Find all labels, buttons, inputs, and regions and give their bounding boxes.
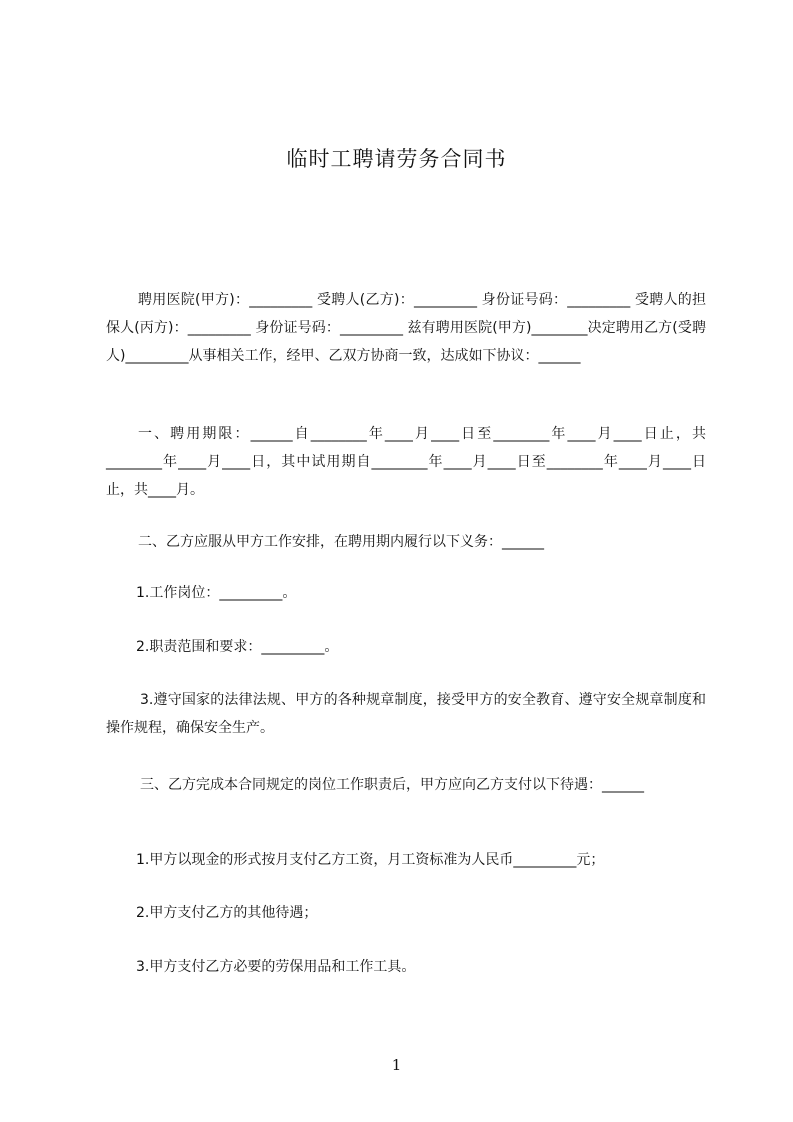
page-number: 1 (391, 1056, 402, 1074)
clause-work-position: 1.工作岗位：_________。 (136, 585, 297, 601)
clause-equipment: 3.甲方支付乙方必要的劳保用品和工作工具。 (136, 959, 416, 975)
clause-other-benefits: 2.甲方支付乙方的其他待遇； (136, 905, 318, 921)
obligations-heading: 二、乙方应服从甲方工作安排，在聘用期内履行以下义务：______ (138, 534, 544, 550)
compensation-heading: 三、乙方完成本合同规定的岗位工作职责后，甲方应向乙方支付以下待遇：______ (140, 777, 644, 793)
clause-compliance: 3.遵守国家的法律法规、甲方的各种规章制度，接受甲方的安全教育、遵守安全规章制度和操作规程，确保安全生产。 (106, 692, 706, 736)
document-title: 临时工聘请劳务合同书 (286, 147, 507, 171)
term-paragraph: 一、聘用期限：______自________年____月____日至________年____月____日止，共________年____月____日，其中试用期自________年____月____日至________年____月____日止，共____月。 (106, 426, 706, 498)
clause-salary: 1.甲方以现金的形式按月支付乙方工资，月工资标准为人民币_________元； (136, 852, 605, 868)
parties-paragraph: 聘用医院(甲方)：_________ 受聘人(乙方)：_________ 身份证号码：_________ 受聘人的担保人(丙方)：_________ 身份证号码：_________ 兹有聘用医院(甲方)________决定聘用乙方(受聘人)_________从事相关工作，经甲、乙双方协商一致，达成如下协议：______ (106, 292, 706, 364)
clause-duties: 2.职责范围和要求：_________。 (136, 639, 339, 655)
